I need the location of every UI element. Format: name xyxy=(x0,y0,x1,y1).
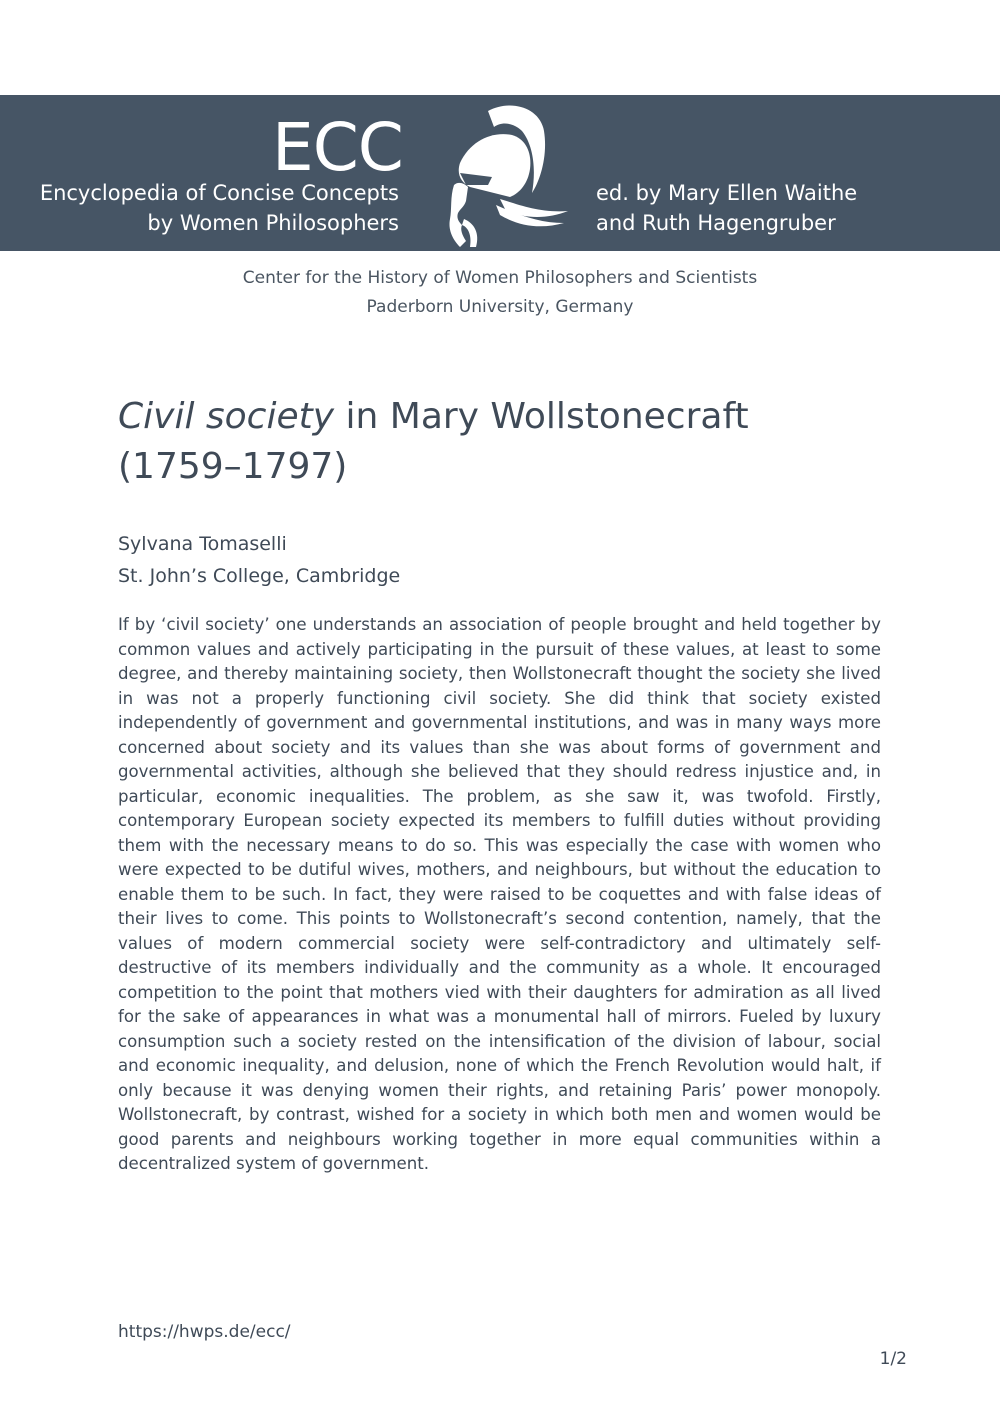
institution-line2: Paderborn University, Germany xyxy=(366,297,634,317)
author-affiliation: St. John’s College, Cambridge xyxy=(118,565,401,587)
article-body: If by ‘civil society’ one understands an association of people brought and held together by common values and actively participating in the pursuit of these values, at least to some degree, and thereby maintaining society, then Wollstonecraft thought the society she lived in was not a properly functioning civil society. She did think that society existed independently of government and governmental institutions, and was in many ways more concerned about society and its values than she was about forms of government and governmental activities, although she believed that they should redress injustice and, in particular, economic inequalities. The problem, as she saw it, was twofold. Firstly, contemporary European society expected its members to fulfill duties without providing them with the necessary means to do so. This was especially the case with women who were expected to be dutiful wives, mothers, and neighbours, but without the education to enable them to be such. In fact, they were raised to be coquettes and with false ideas of their lives to come. This points to Wollstonecraft’s second contention, namely, that the values of modern commercial society were self-contradictory and ultimately self-destructive of its members individually and the community as a whole. It encouraged competition to the point that mothers vied with their daughters for admiration as all lived for the sake of appearances in what was a monumental hall of mirrors. Fueled by luxury consumption such a society rested on the intensification of the division of labour, social and economic inequality, and delusion, none of which the French Revolution would halt, if only because it was denying women their rights, and retaining Paris’ power monopoly. Wollstonecraft, by contrast, wished for a society in which both men and women would be good parents and neighbours working together in more equal communities within a decentralized system of government. xyxy=(118,615,881,1173)
article-title xyxy=(118,392,838,492)
title-rest: in Mary Wollstonecraft xyxy=(334,396,749,437)
author-name: Sylvana Tomaselli xyxy=(118,533,287,555)
subtitle-line1: Encyclopedia of Concise Concepts xyxy=(39,181,399,205)
title-italic: Civil society xyxy=(118,396,335,437)
institution-line1: Center for the History of Women Philosophers and Scientists xyxy=(242,268,758,288)
title-dates: (1759–1797) xyxy=(118,446,348,487)
editors-line2: and Ruth Hagengruber xyxy=(596,211,836,235)
author-block xyxy=(118,528,400,592)
page-number: 1/2 xyxy=(879,1349,907,1369)
subtitle-line2: by Women Philosophers xyxy=(147,211,399,235)
institution-info xyxy=(0,264,1000,322)
athena-helmet-icon xyxy=(440,101,570,249)
editors-line1: ed. by Mary Ellen Waithe xyxy=(596,181,858,205)
encyclopedia-subtitle xyxy=(40,178,399,238)
ecc-logo: ECC xyxy=(272,109,403,186)
editors-credit xyxy=(596,178,857,238)
footer-url[interactable]: https://hwps.de/ecc/ xyxy=(118,1322,291,1342)
